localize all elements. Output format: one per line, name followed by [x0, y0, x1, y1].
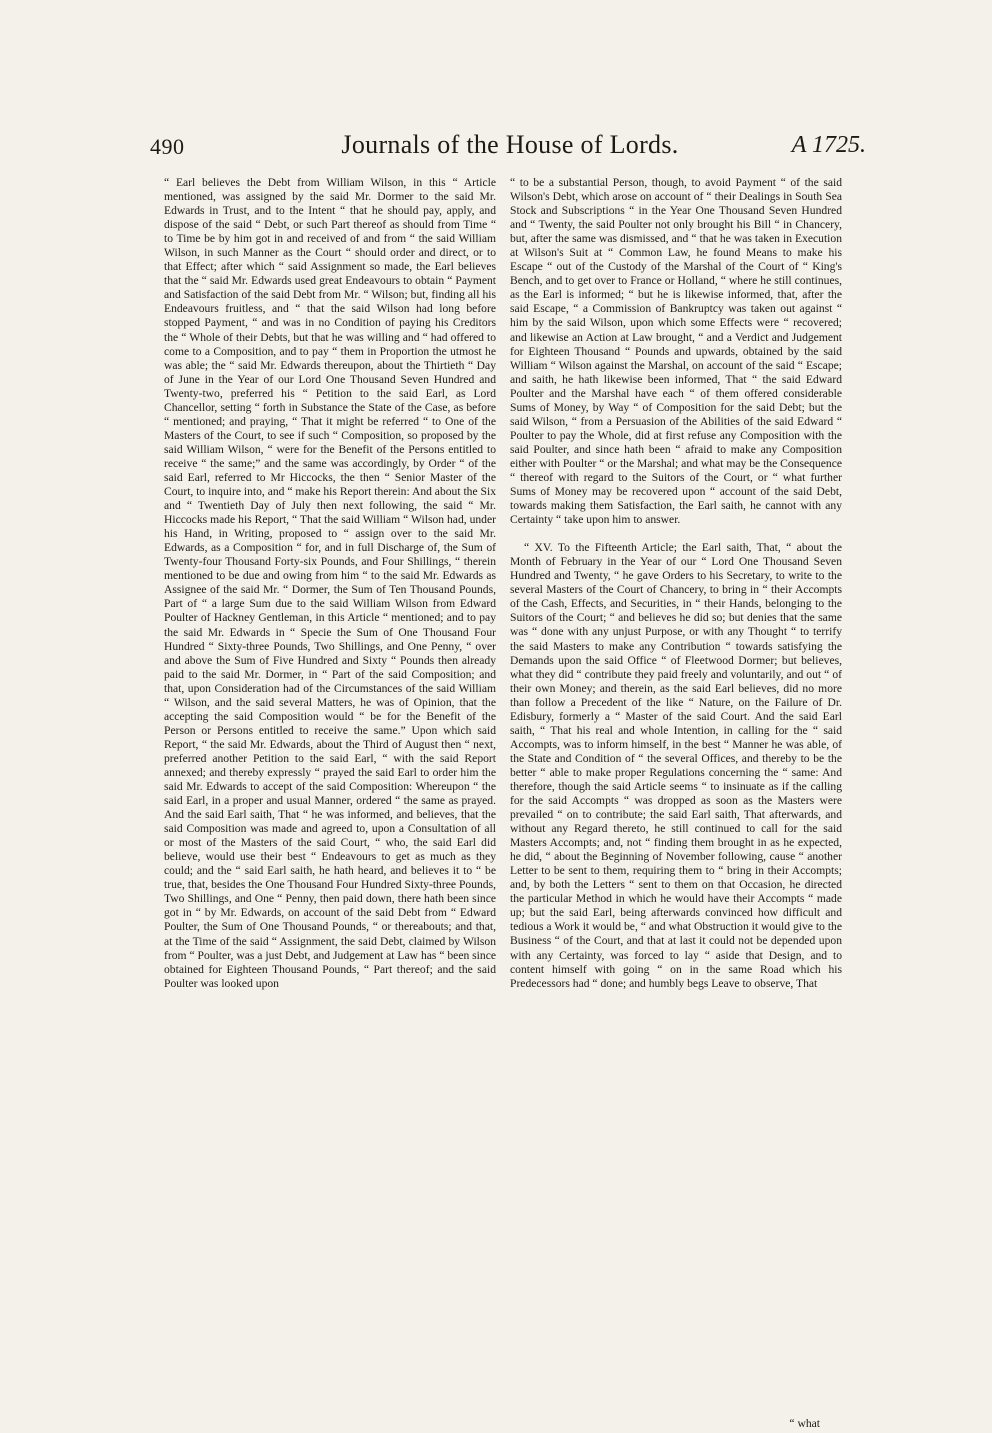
left-column — [164, 176, 496, 991]
year-marker: A 1725. — [791, 132, 866, 158]
right-paragraph-article-xv: “ XV. To the Fifteenth Article; the Earl saith, That, “ about the Month of February in the Year of our “ Lord One Thousand Seven Hundred and Twenty, “ he gave Orders to his Secretary, to write to the several Masters of the Court of Chancery, to bring in “ their Accompts of the Cash, Effects, and Securities, in “ their Hands, belonging to the Suitors of the Court; “ and believes he did so; but denies that the same was “ done with any unjust Purpose, or with any Thought “ to terrify the said Masters to make any Contribution “ towards satisfying the Demands upon the said Office “ of Fleetwood Dormer; but believes, what they did “ contribute they paid freely and voluntarily, and out “ of their own Money; and therein, as the said Earl believes, did no more than follow a Precedent of the like “ Nature, on the Failure of Dr. Edisbury, formerly a “ Master of the said Court. And the said Earl saith, “ That his real and whole Intention, in calling for the “ said Accompts, was to inform himself, in the best “ Manner he was able, of the State and Condition of “ the several Offices, and thereby to be the better “ able to make proper Regulations concerning the “ same: And therefore, though the said Article seems “ to insinuate as if the calling for the said Accompts “ was dropped as soon as the Masters were prevailed “ on to contribute; the said Earl saith, That afterwards, and without any Regard thereto, he still continued to call for the said Masters Accompts; and, not “ finding them brought in as he expected, he did, “ about the Beginning of November following, cause “ another Letter to be sent to them, requiring them to “ bring in their Accompts; and, by both the Letters “ sent to them on that Occasion, he directed the particular Method in which he would have their Accompts “ made up; but the said Earl, being afterwards convinced how difficult and tedious a Work it would be, “ and what Obstruction it would give to the Business “ of the Court, and that at last it could not be depended upon with any Certainty, was forced to lay “ aside that Design, and to content himself with going “ on in the same Road which his Predecessors had “ done; and humbly begs Leave to observe, That — [510, 541, 842, 990]
running-title: Journals of the House of Lords. — [341, 130, 679, 159]
page-number: 490 — [150, 134, 185, 159]
page-header — [150, 126, 870, 170]
right-column — [510, 176, 842, 991]
left-paragraph: “ Earl believes the Debt from William Wilson, in this “ Article mentioned, was assigned by the said Mr. Dormer to the said Mr. Edwards in Trust, and to the Intent “ that he should pay, apply, and dispose of the said “ Debt, or such Part thereof as should from Time “ to Time be by him got in and received of and from “ the said William Wilson, in such Manner as the Court “ should order and direct, or to that Effect; after which “ said Assignment so made, the Earl believes that the “ said Mr. Edwards used great Endeavours to obtain “ Payment and Satisfaction of the said Debt from Mr. “ Wilson; but, finding all his Endeavours fruitless, and “ that the said Wilson had long before stopped Payment, “ and was in no Condition of paying his Creditors the “ Whole of their Debts, but that he was willing and “ had offered to come to a Composition, and to pay “ them in Proportion the utmost he was able; the “ said Mr. Edwards thereupon, about the Thirtieth “ Day of June in the Year of our Lord One Thousand Seven Hundred and Twenty-two, preferred his “ Petition to the said Earl, as Lord Chancellor, setting “ forth in Substance the State of the Case, as before “ mentioned; and praying, “ That it might be referred “ to One of the Masters of the Court, to see if such “ Composition, so proposed by the said William Wilson, “ were for the Benefit of the Persons entitled to receive “ the same;” and the same was accordingly, by Order “ of the said Earl, referred to Mr Hiccocks, the then “ Senior Master of the Court, to inquire into, and “ make his Report therein: And about the Six and “ Twentieth Day of July then next following, the said “ Mr. Hiccocks made his Report, “ That the said William “ Wilson had, under his Hand, in Writing, proposed to “ assign over to the said Mr. Edwards, as a Composition “ for, and in full Discharge of, the Sum of Twenty-four Thousand Forty-six Pounds, and Four Shillings, “ therein mentioned to be due and owing from him “ to the said Mr. Edwards as Assignee of the said Mr. “ Dormer, the Sum of Ten Thousand Pounds, Part of “ a large Sum due to the said William Wilson from Edward Poulter of Hackney Gentleman, in this Article “ mentioned; and to pay the said Mr. Edwards in “ Specie the Sum of One Thousand Four Hundred “ Sixty-three Pounds, Two Shillings, and One Penny, “ over and above the Sum of Five Hundred and Sixty “ Pounds then already paid to the said Mr. Dormer, in “ Part of the said Composition; and that, upon Consideration had of the Circumstances of the said William “ Wilson, and the said several Matters, he was of Opinion, that the accepting the said Composition would “ be for the Benefit of the Person or Persons entitled to receive the same.” Upon which said Report, “ the said Mr. Edwards, about the Third of August then “ next, preferred another Petition to the said Earl, “ with the said Report annexed; and thereby expressly “ prayed the said Earl to order him the said Mr. Edwards to accept of the said Composition: Whereupon “ the said Earl, in a proper and usual Manner, ordered “ the same as prayed. And the said Earl saith, That “ he was informed, and believes, that the said Composition was made and agreed to, upon a Consultation of all or most of the Masters of the said Court, “ who, the said Earl did believe, would use their best “ Endeavours to get as much as they could; and the “ said Earl saith, he hath heard, and believes it to “ be true, that, besides the One Thousand Four Hundred Sixty-three Pounds, Two Shillings, and One “ Penny, then paid down, there hath been since got in “ by Mr. Edwards, on account of the said Debt from “ Edward Poulter, the Sum of One Thousand Pounds, “ or thereabouts; and that, at the Time of the said “ Assignment, the said Debt, claimed by Wilson from “ Poulter, was a just Debt, and Judgement at Law has “ been since obtained for Eighteen Thousand Pounds, “ Part thereof; and the said Poulter was looked upon — [164, 176, 496, 990]
catchword: “ what — [789, 1417, 820, 1430]
right-paragraph: “ to be a substantial Person, though, to avoid Payment “ of the said Wilson's Debt, which arose on account of “ their Dealings in South Sea Stock and Subscriptions “ in the Year One Thousand Seven Hundred and “ Twenty, the said Poulter not only brought his Bill “ in Chancery, but, after the same was dismissed, and “ that he was taken in Execution at Wilson's Suit at “ Common Law, he found Means to make his Escape “ out of the Custody of the Marshal of the Court of “ King's Bench, and to get over to France or Holland, “ where he still continues, as the Earl is informed; “ but he is likewise informed, that, after the said Escape, “ a Commission of Bankruptcy was taken out against “ him by the said Wilson, upon which some Effects were “ recovered; and likewise an Action at Law brought, “ and a Verdict and Judgement for Eighteen Thousand “ Pounds and upwards, obtained by the said William “ Wilson against the Marshal, on account of the said “ Escape; and saith, he hath likewise been informed, That “ the said Edward Poulter and the Marshal have each “ of them offered considerable Sums of Money, by Way “ of Composition for the said Debt; but the said Wilson, “ from a Persuasion of the Abilities of the said Edward “ Poulter to pay the Whole, did at first refuse any Composition with the said Poulter, and since hath been “ afraid to make any Composition either with Poulter “ or the Marshal; and what may be the Consequence “ thereof with regard to the Suitors of the Court, or “ what further Sums of Money may be recovered upon “ account of the said Debt, towards making them Satisfaction, the Earl saith, he cannot with any Certainty “ take upon him to answer. — [510, 176, 842, 527]
